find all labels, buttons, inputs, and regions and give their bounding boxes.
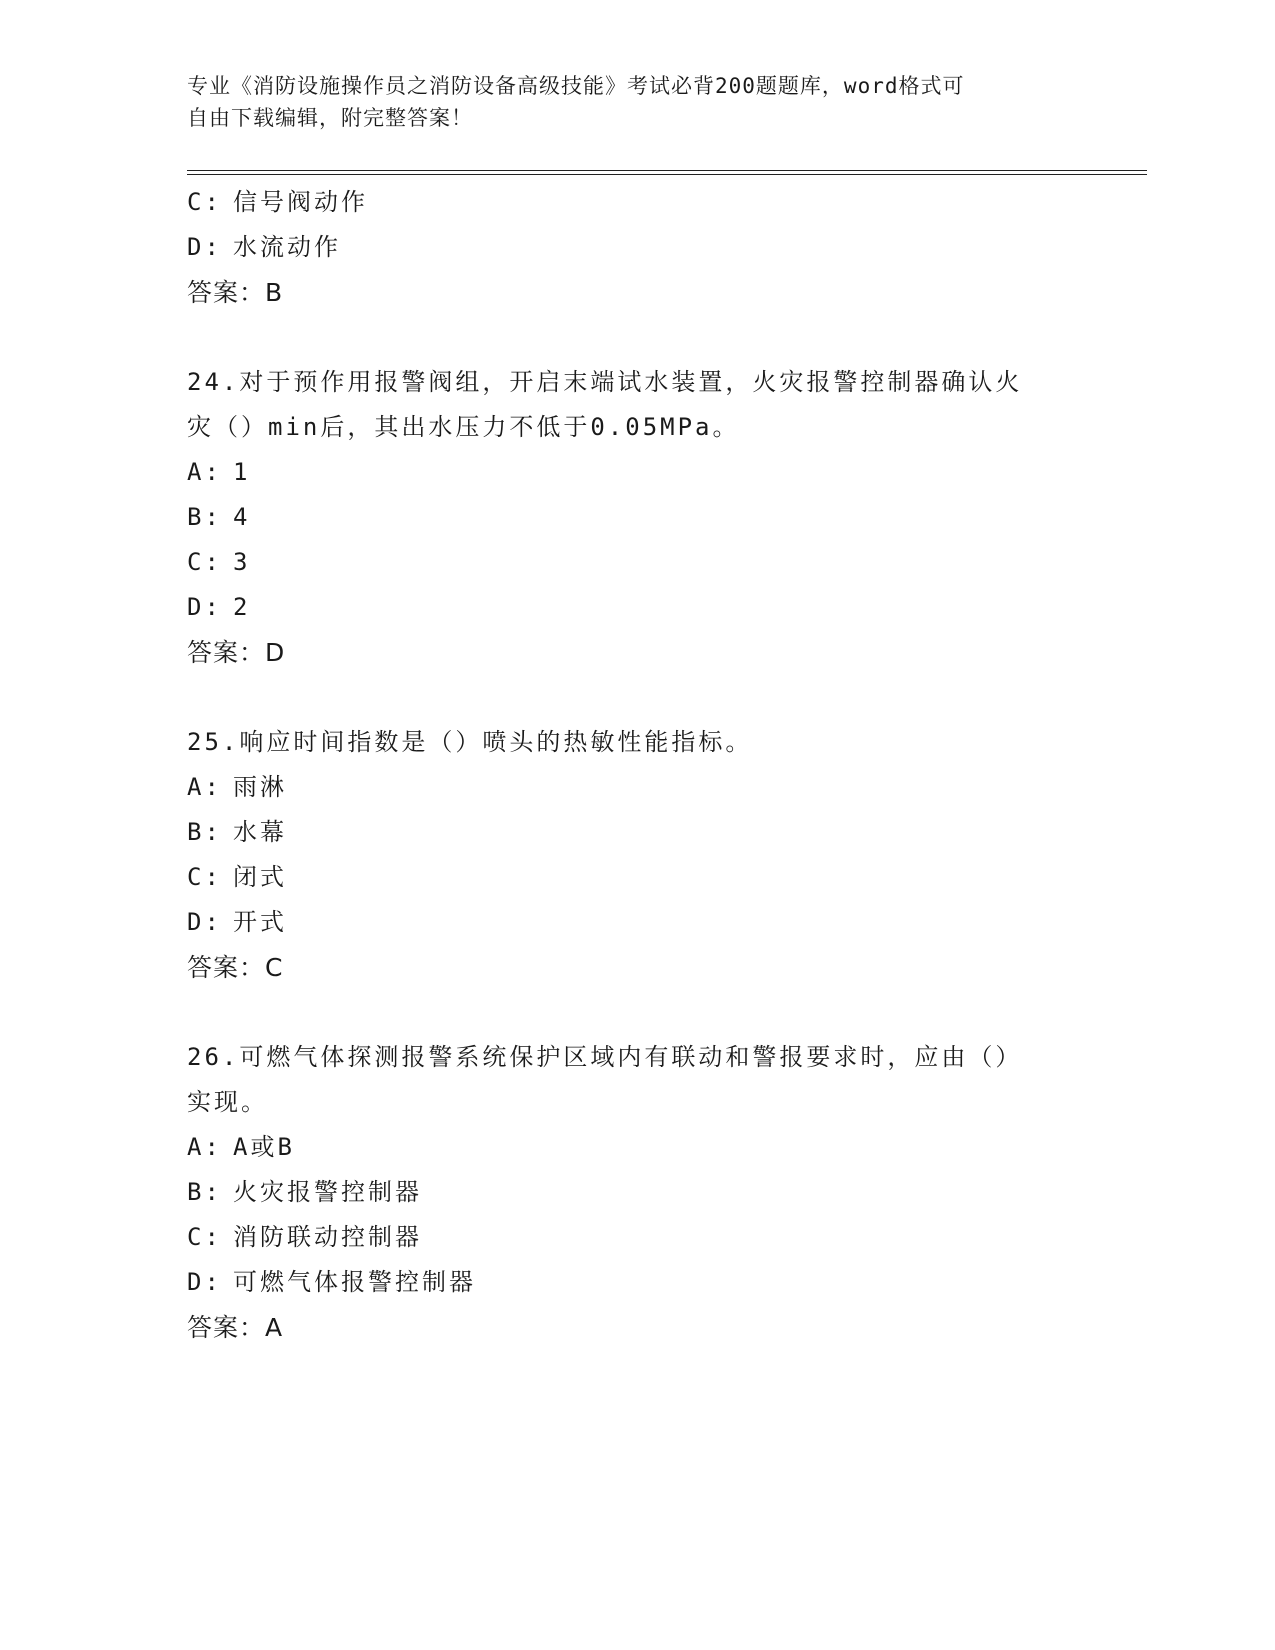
option-text: A或B bbox=[233, 1133, 295, 1161]
option-d bbox=[187, 900, 1147, 945]
option-text: 水幕 bbox=[233, 818, 287, 846]
option-text: 闭式 bbox=[233, 863, 287, 891]
answer-line bbox=[187, 270, 1147, 315]
question-stem-line-2: 实现。 bbox=[187, 1088, 268, 1116]
option-b bbox=[187, 495, 1147, 540]
option-text: 2 bbox=[233, 593, 251, 621]
answer-value: D bbox=[265, 638, 286, 667]
option-text: 1 bbox=[233, 458, 251, 486]
header-title-line-1: 专业《消防设施操作员之消防设备高级技能》考试必背200题题库，word格式可 bbox=[187, 74, 965, 98]
option-label: A: bbox=[187, 458, 222, 486]
option-b bbox=[187, 1170, 1147, 1215]
option-text: 4 bbox=[233, 503, 251, 531]
option-text: 开式 bbox=[233, 908, 287, 936]
option-a bbox=[187, 450, 1147, 495]
option-label: D: bbox=[187, 593, 222, 621]
option-a bbox=[187, 1125, 1147, 1170]
option-label: C: bbox=[187, 548, 222, 576]
option-text: 雨淋 bbox=[233, 773, 287, 801]
header-title-line-2: 自由下载编辑，附完整答案！ bbox=[187, 106, 473, 130]
option-text: 消防联动控制器 bbox=[233, 1223, 422, 1251]
question-stem-line-1: 25.响应时间指数是（）喷头的热敏性能指标。 bbox=[187, 728, 753, 756]
option-b bbox=[187, 810, 1147, 855]
document-page bbox=[187, 70, 1147, 1350]
option-a bbox=[187, 765, 1147, 810]
question-23-tail bbox=[187, 180, 1147, 315]
option-c bbox=[187, 855, 1147, 900]
option-label: B: bbox=[187, 503, 222, 531]
option-text: 可燃气体报警控制器 bbox=[233, 1268, 476, 1296]
option-text: 3 bbox=[233, 548, 251, 576]
option-label: D: bbox=[187, 233, 222, 261]
answer-line bbox=[187, 630, 1147, 675]
answer-value: C bbox=[265, 953, 284, 982]
question-25 bbox=[187, 720, 1147, 990]
option-c bbox=[187, 540, 1147, 585]
option-label: B: bbox=[187, 818, 222, 846]
option-label: D: bbox=[187, 1268, 222, 1296]
answer-value: B bbox=[265, 278, 284, 307]
option-label: C: bbox=[187, 188, 222, 216]
option-c bbox=[187, 1215, 1147, 1260]
option-text: 水流动作 bbox=[233, 233, 341, 261]
answer-line bbox=[187, 1305, 1147, 1350]
question-26 bbox=[187, 1035, 1147, 1350]
option-label: B: bbox=[187, 1178, 222, 1206]
option-text: 火灾报警控制器 bbox=[233, 1178, 422, 1206]
answer-prefix: 答案： bbox=[187, 278, 266, 307]
question-stem-line-1: 26.可燃气体探测报警系统保护区域内有联动和警报要求时，应由（） bbox=[187, 1043, 1023, 1071]
option-d bbox=[187, 225, 1147, 270]
answer-line bbox=[187, 945, 1147, 990]
question-24 bbox=[187, 360, 1147, 675]
option-label: C: bbox=[187, 1223, 222, 1251]
option-d bbox=[187, 585, 1147, 630]
document-header bbox=[187, 70, 1147, 134]
option-c bbox=[187, 180, 1147, 225]
option-label: C: bbox=[187, 863, 222, 891]
option-label: D: bbox=[187, 908, 222, 936]
answer-prefix: 答案： bbox=[187, 953, 266, 982]
option-label: A: bbox=[187, 773, 222, 801]
answer-prefix: 答案： bbox=[187, 638, 266, 667]
option-text: 信号阀动作 bbox=[233, 188, 368, 216]
question-stem-line-2: 灾（）min后，其出水压力不低于0.05MPa。 bbox=[187, 413, 740, 441]
answer-prefix: 答案： bbox=[187, 1313, 266, 1342]
answer-value: A bbox=[265, 1313, 284, 1342]
question-stem-line-1: 24.对于预作用报警阀组，开启末端试水装置，火灾报警控制器确认火 bbox=[187, 368, 1023, 396]
option-label: A: bbox=[187, 1133, 222, 1161]
option-d bbox=[187, 1260, 1147, 1305]
header-divider bbox=[187, 170, 1147, 175]
